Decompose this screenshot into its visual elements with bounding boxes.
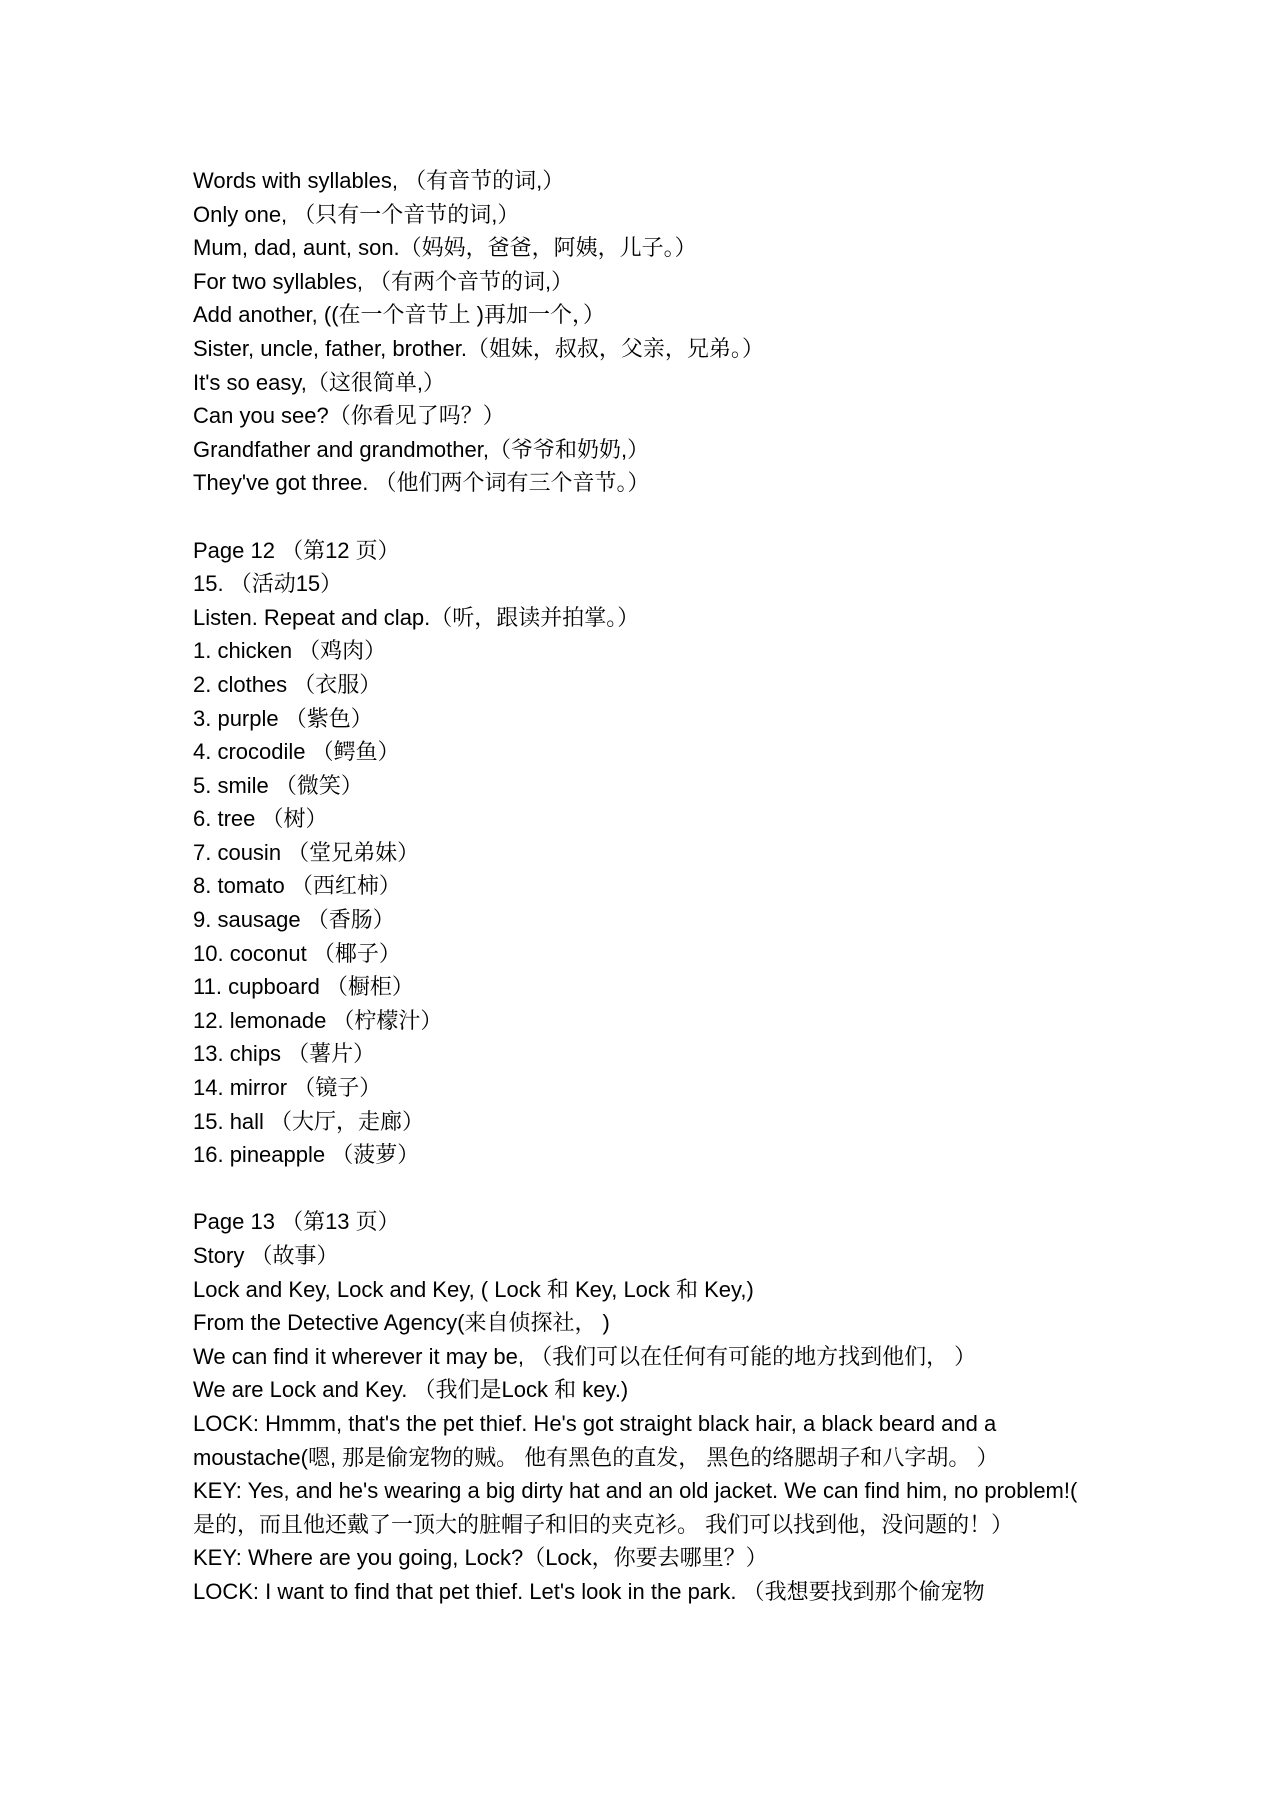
vocab-item: 16. pineapple （菠萝） — [193, 1142, 420, 1168]
paragraph-gap — [193, 500, 1093, 534]
vocab-item: 12. lemonade （柠檬汁） — [193, 1007, 443, 1033]
activity-instruction: Listen. Repeat and clap.（听，跟读并拍掌。） — [193, 604, 640, 630]
vocab-item: 3. purple （紫色） — [193, 705, 373, 731]
dialogue-line: LOCK: I want to find that pet thief. Let's look in the park. （我想要找到那个偷宠物 — [193, 1578, 985, 1604]
text-line: For two syllables, （有两个音节的词,） — [193, 268, 574, 294]
story-line: We are Lock and Key. （我们是Lock 和 key.) — [193, 1377, 629, 1403]
dialogue-line: LOCK: Hmmm, that's the pet thief. He's got straight black hair, a black beard and a moustache(嗯, 那是偷宠物的贼。 他有黑色的直发， 黑色的络腮胡子和八字胡。 ） — [193, 1410, 999, 1470]
activity-number: 15. （活动15） — [193, 571, 343, 597]
story-line: We can find it wherever it may be, （我们可以在任何有可能的地方找到他们， ） — [193, 1343, 977, 1369]
text-line: It's so easy,（这很简单,） — [193, 369, 445, 395]
vocab-item: 9. sausage （香肠） — [193, 907, 395, 933]
vocab-item: 10. coconut （椰子） — [193, 940, 401, 966]
text-line: Grandfather and grandmother,（爷爷和奶奶,） — [193, 436, 650, 462]
text-line: Add another, ((在一个音节上 )再加一个，） — [193, 302, 605, 328]
vocab-item: 11. cupboard （橱柜） — [193, 974, 414, 1000]
story-line: From the Detective Agency(来自侦探社， ) — [193, 1310, 610, 1336]
story-label: Story （故事） — [193, 1243, 339, 1268]
document-body — [193, 164, 1093, 1609]
vocab-item: 6. tree （树） — [193, 806, 328, 832]
text-line: Can you see?（你看见了吗？） — [193, 403, 505, 429]
vocab-item: 7. cousin （堂兄弟妹） — [193, 839, 420, 865]
syllables-section — [193, 164, 1093, 500]
page-heading: Page 12 （第12 页） — [193, 537, 400, 563]
vocab-item: 8. tomato （西红柿） — [193, 873, 401, 899]
text-line: Words with syllables, （有音节的词,） — [193, 168, 565, 193]
vocab-item: 14. mirror （镜子） — [193, 1075, 382, 1101]
vocab-item: 4. crocodile （鳄鱼） — [193, 739, 400, 765]
page-12-section — [193, 534, 1093, 1172]
vocab-item: 2. clothes （衣服） — [193, 671, 382, 697]
vocab-item: 1. chicken （鸡肉） — [193, 638, 387, 664]
vocab-item: 15. hall （大厅，走廊） — [193, 1108, 425, 1134]
text-line: Only one, （只有一个音节的词,） — [193, 201, 520, 227]
dialogue-line: KEY: Yes, and he's wearing a big dirty hat and an old jacket. We can find him, no problem!( 是的，而且他还戴了一顶大的脏帽子和旧的夹克衫。 我们可以找到他，没问题的！） — [193, 1478, 1078, 1537]
text-line: They've got three. （他们两个词有三个音节。） — [193, 470, 650, 496]
story-line: Lock and Key, Lock and Key, ( Lock 和 Key, Lock 和 Key,) — [193, 1276, 754, 1302]
vocab-item: 5. smile （微笑） — [193, 772, 363, 798]
dialogue-line: KEY: Where are you going, Lock?（Lock，你要去哪里？） — [193, 1545, 768, 1571]
paragraph-gap — [193, 1172, 1093, 1206]
page-heading: Page 13 （第13 页） — [193, 1209, 400, 1235]
text-line: Sister, uncle, father, brother.（姐妹，叔叔，父亲，兄弟。） — [193, 335, 764, 361]
page-13-section — [193, 1205, 1093, 1608]
text-line: Mum, dad, aunt, son.（妈妈，爸爸，阿姨，儿子。） — [193, 235, 697, 261]
vocab-item: 13. chips （薯片） — [193, 1041, 376, 1067]
